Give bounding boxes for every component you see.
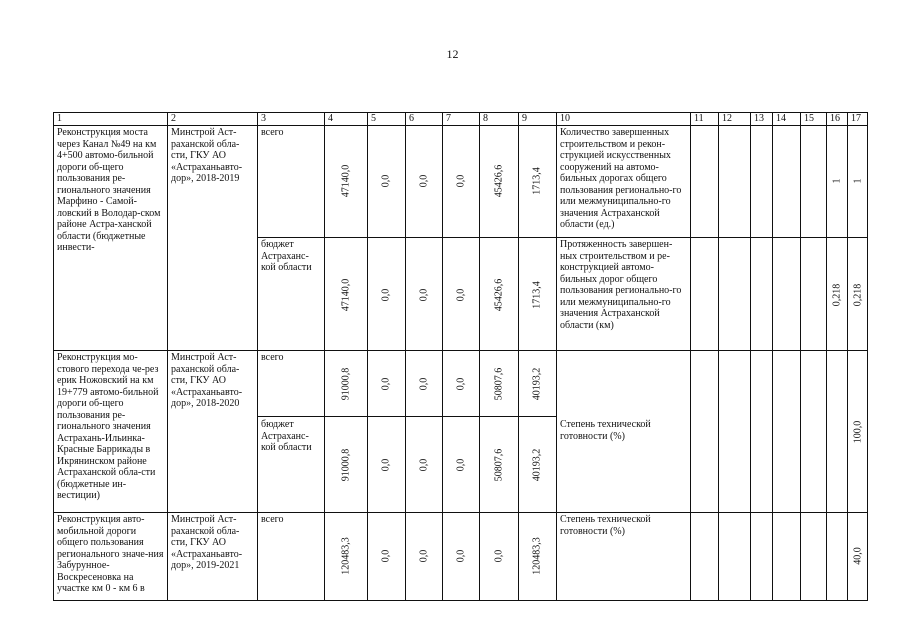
header-col-15: 15 bbox=[804, 113, 814, 124]
project-2-row-2-col-5: 0,0 bbox=[380, 458, 392, 472]
project-1-row-2-col-4: 47140,0 bbox=[340, 278, 352, 312]
project-2-row-1-col-8: 50807,6 bbox=[493, 367, 505, 401]
project-2-name: Реконструкция мо-стового перехода че-рез ерик Ножовский на км 19+779 автомо-бильной дороги об-щего пользования ре-гионального значения Астрахань-Ильинка-Красные Баррикады в Икрянинском районе Астраханской обла-сти (бюджетные ин-вестиции) bbox=[57, 352, 159, 501]
project-1-row-2-col-8: 45426,6 bbox=[493, 278, 505, 312]
project-1-row-2-indicator: Протяженность завершен-ных строительством и ре-конструкцией автомо-бильных дорог общего пользования регионально-го или межмуниципально-го значения Астраханской области (км) bbox=[560, 239, 682, 331]
project-1-row-1-indicator: Количество завершенных строительством и рекон-струкцией искусственных сооружений на автомо-бильных дорогах общего пользования регионально-го или межмуниципально-го значения Астраханской области (ед.) bbox=[560, 127, 682, 230]
project-2-row-2-col-6: 0,0 bbox=[418, 458, 430, 472]
project-1-row-1-col-9: 1713,4 bbox=[531, 167, 543, 195]
project-1-row-2-col-9: 1713,4 bbox=[531, 281, 543, 309]
project-1-executor: Минстрой Аст-раханской обла-сти, ГКУ АО «Астраханьавто-дор», 2018-2019 bbox=[171, 127, 243, 184]
project-2-row-2-col-7: 0,0 bbox=[455, 458, 467, 472]
project-2-indicator: Степень технической готовности (%) bbox=[560, 419, 651, 442]
project-1-row-1-col-8: 45426,6 bbox=[493, 164, 505, 198]
project-2-row-1-col-4: 91000,8 bbox=[340, 367, 352, 401]
project-2-executor: Минстрой Аст-раханской обла-сти, ГКУ АО «Астраханьавто-дор», 2018-2020 bbox=[171, 352, 243, 409]
page-number: 12 bbox=[446, 47, 459, 61]
project-1-row-1-col-7: 0,0 bbox=[455, 174, 467, 188]
header-col-12: 12 bbox=[722, 113, 732, 124]
project-1-row-1-col-5: 0,0 bbox=[380, 174, 392, 188]
project-1-row-2-col-6: 0,0 bbox=[418, 288, 430, 302]
project-2-row-2-col-9: 40193,2 bbox=[531, 448, 543, 482]
header-col-4: 4 bbox=[328, 113, 333, 124]
project-2-col-17: 100,0 bbox=[852, 420, 864, 444]
project-2-row-2-col-8: 50807,6 bbox=[493, 448, 505, 482]
header-col-5: 5 bbox=[371, 113, 376, 124]
project-2-row-1-col-9: 40193,2 bbox=[531, 367, 543, 401]
project-2-row-1-col-7: 0,0 bbox=[455, 377, 467, 391]
project-3-name: Реконструкция авто-мобильной дороги общего пользования регионального значе-ния Забурунное-Воскресеновка на участке км 0 - км 6 в bbox=[57, 514, 164, 594]
header-col-6: 6 bbox=[409, 113, 414, 124]
header-col-16: 16 bbox=[830, 113, 840, 124]
header-col-14: 14 bbox=[776, 113, 786, 124]
header-col-10: 10 bbox=[560, 113, 570, 124]
project-1-row-1-col-17: 1 bbox=[852, 178, 864, 184]
header-col-2: 2 bbox=[171, 113, 176, 124]
header-col-7: 7 bbox=[446, 113, 451, 124]
header-col-1: 1 bbox=[57, 113, 62, 124]
project-3-row-1-source: всего bbox=[261, 514, 284, 525]
project-3-indicator: Степень технической готовности (%) bbox=[560, 514, 651, 537]
header-col-13: 13 bbox=[754, 113, 764, 124]
project-3-col-17: 40,0 bbox=[852, 547, 864, 565]
header-col-17: 17 bbox=[851, 113, 861, 124]
project-1-row-2-col-5: 0,0 bbox=[380, 288, 392, 302]
project-2-row-1-col-5: 0,0 bbox=[380, 377, 392, 391]
project-1-name: Реконструкция моста через Канал №49 на км 4+500 автомо-бильной дороги об-щего пользования ре-гионального значения Марфино - Самой-ловский в Володар-ском районе Астра-ханской области (бюджетные инвести- bbox=[57, 127, 161, 253]
project-3-row-1-col-6: 0,0 bbox=[418, 549, 430, 563]
project-3-row-1-col-9: 120483,3 bbox=[531, 537, 543, 575]
project-3-row-1-col-7: 0,0 bbox=[455, 549, 467, 563]
project-1-row-1-col-16: 1 bbox=[831, 178, 843, 184]
header-col-8: 8 bbox=[483, 113, 488, 124]
project-2-row-1-col-6: 0,0 bbox=[418, 377, 430, 391]
project-2-row-2-col-4: 91000,8 bbox=[340, 448, 352, 482]
project-3-row-1-col-8: 0,0 bbox=[493, 549, 505, 563]
project-1-row-2-col-17: 0,218 bbox=[852, 283, 864, 307]
project-3-executor: Минстрой Аст-раханской обла-сти, ГКУ АО «Астраханьавто-дор», 2019-2021 bbox=[171, 514, 243, 571]
header-col-11: 11 bbox=[694, 113, 704, 124]
project-1-row-1-col-4: 47140,0 bbox=[340, 164, 352, 198]
header-col-3: 3 bbox=[261, 113, 266, 124]
project-2-row-1-source: всего bbox=[261, 352, 284, 363]
project-1-row-2-source: бюджет Астраханс-кой области bbox=[261, 239, 312, 273]
project-1-row-1-source: всего bbox=[261, 127, 284, 138]
project-1-row-2-col-16: 0,218 bbox=[831, 283, 843, 307]
project-3-row-1-col-5: 0,0 bbox=[380, 549, 392, 563]
header-col-9: 9 bbox=[522, 113, 527, 124]
project-2-row-2-source: бюджет Астраханс-кой области bbox=[261, 419, 312, 453]
project-3-row-1-col-4: 120483,3 bbox=[340, 537, 352, 575]
project-1-row-1-col-6: 0,0 bbox=[418, 174, 430, 188]
project-1-row-2-col-7: 0,0 bbox=[455, 288, 467, 302]
